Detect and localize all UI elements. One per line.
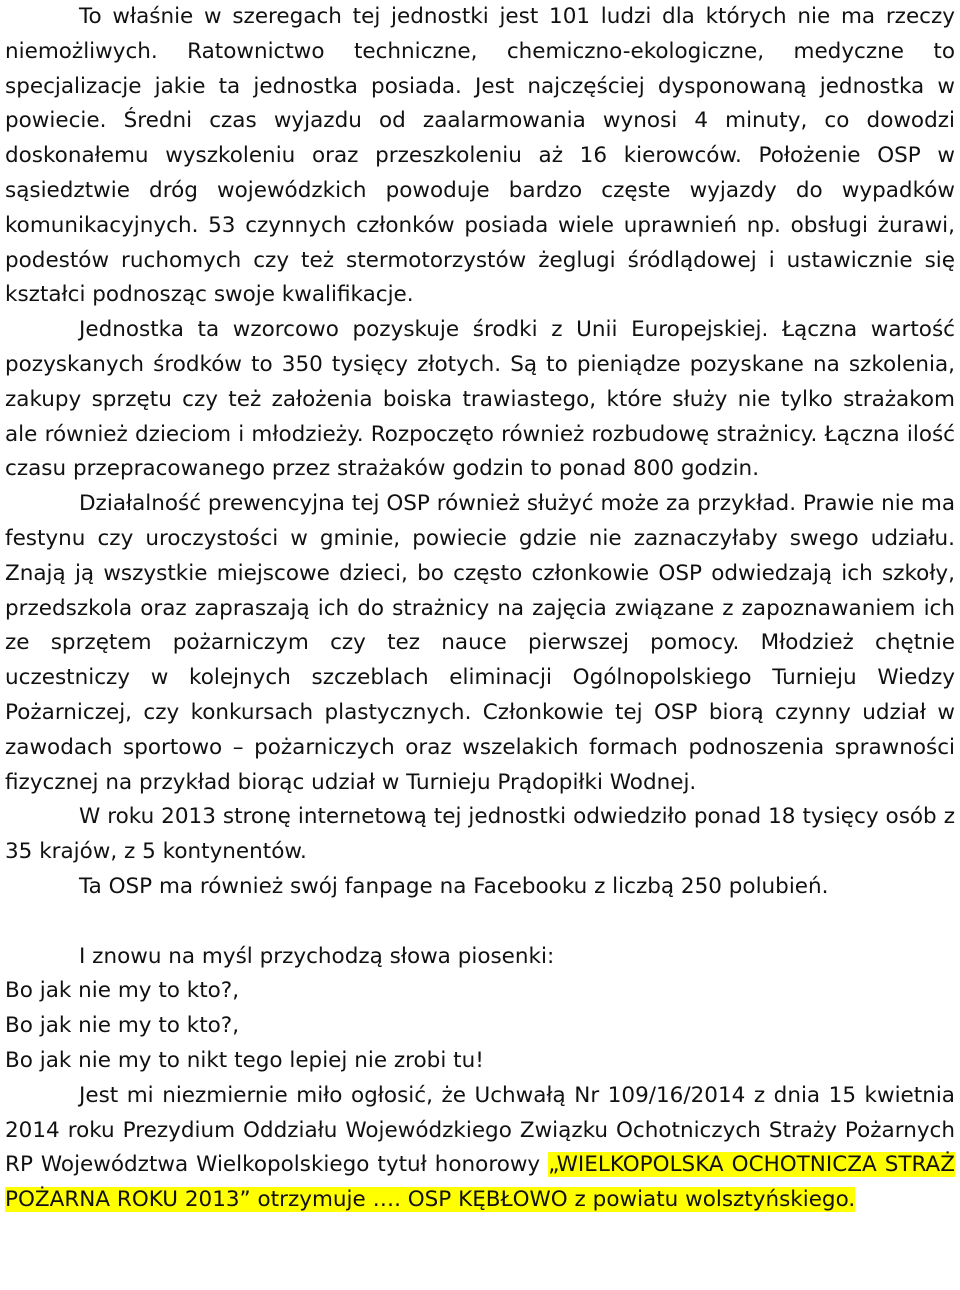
song-intro: I znowu na myśl przychodzą słowa piosenki: — [79, 943, 555, 969]
document-body — [5, 0, 955, 1218]
spacer — [5, 905, 955, 940]
song-line: Bo jak nie my to kto?, — [5, 978, 240, 1004]
paragraph-award — [5, 1079, 955, 1218]
paragraph-eu-funding: Jednostka ta wzorcowo pozyskuje środki z Unii Europejskiej. Łączna wartość pozyskanych środków to 350 tysięcy złotych. Są to pieniądze pozyskane na szkolenia, zakupy sprzętu czy też założenia boiska trawiastego, które służy nie tylko strażakom ale również dzieciom i młodzieży. Rozpoczęto również rozbudowę strażnicy. Łączna ilość czasu przepracowanego przez strażaków godzin to ponad 800 godzin. — [5, 317, 955, 482]
song-line: Bo jak nie my to nikt tego lepiej nie zrobi tu! — [5, 1047, 484, 1073]
paragraph-website-stats: W roku 2013 stronę internetową tej jednostki odwiedziło ponad 18 tysięcy osób z 35 krajów, z 5 kontynentów. — [5, 804, 955, 865]
paragraph-unit-overview: To właśnie w szeregach tej jednostki jest 101 ludzi dla których nie ma rzeczy niemożliwych. Ratownictwo techniczne, chemiczno-ekologiczne, medyczne to specjalizacje jakie ta jednostka posiada. Jest najczęściej dysponowaną jednostka w powiecie. Średni czas wyjazdu od zaalarmowania wynosi 4 minuty, co dowodzi doskonałemu wyszkoleniu oraz przeszkoleniu aż 16 kierowców. Położenie OSP w sąsiedztwie dróg wojewódzkich powoduje bardzo częste wyjazdy do wypadków komunikacyjnych. 53 czynnych członków posiada wiele uprawnień np. obsługi żurawi, podestów ruchomych czy też stermotorzystów żeglugi śródlądowej i ustawicznie się kształci podnosząc swoje kwalifikacje. — [5, 4, 955, 308]
award-highlight: „WIELKOPOLSKA OCHOTNICZA STRAŻ POŻARNA ROKU 2013” otrzymuje …. OSP KĘBŁOWO z powiatu wolsztyńskiego. — [5, 1152, 955, 1213]
award-text: Jest mi niezmiernie miło ogłosić, że Uchwałą Nr 109/16/2014 z dnia 15 kwietnia 2014 roku Prezydium Oddziału Wojewódzkiego Związku Ochotniczych Straży Pożarnych RP Województwa Wielkopolskiego tytuł honorowy — [5, 1082, 955, 1178]
paragraph-prevention: Działalność prewencyjna tej OSP również służyć może za przykład. Prawie nie ma festynu czy uroczystości w gminie, powiecie gdzie nie zaznaczyłaby swego udziału. Znają ją wszystkie miejscowe dzieci, bo często członkowie OSP odwiedzają ich szkoły, przedszkola oraz zapraszają ich do strażnicy na zajęcia związane z zapoznawaniem ich ze sprzętem pożarniczym czy tez nauce pierwszej pomocy. Młodzież chętnie uczestniczy w kolejnych szczeblach eliminacji Ogólnopolskiego Turnieju Wiedzy Pożarniczej, czy konkursach plastycznych. Członkowie tej OSP biorą czynny udział w zawodach sportowo – pożarniczych oraz wszelakich formach podnoszenia sprawności fizycznej na przykład biorąc udział w Turnieju Prądopiłki Wodnej. — [5, 491, 955, 795]
song-line: Bo jak nie my to kto?, — [5, 1013, 240, 1039]
paragraph-facebook: Ta OSP ma również swój fanpage na Facebooku z liczbą 250 polubień. — [79, 873, 829, 899]
